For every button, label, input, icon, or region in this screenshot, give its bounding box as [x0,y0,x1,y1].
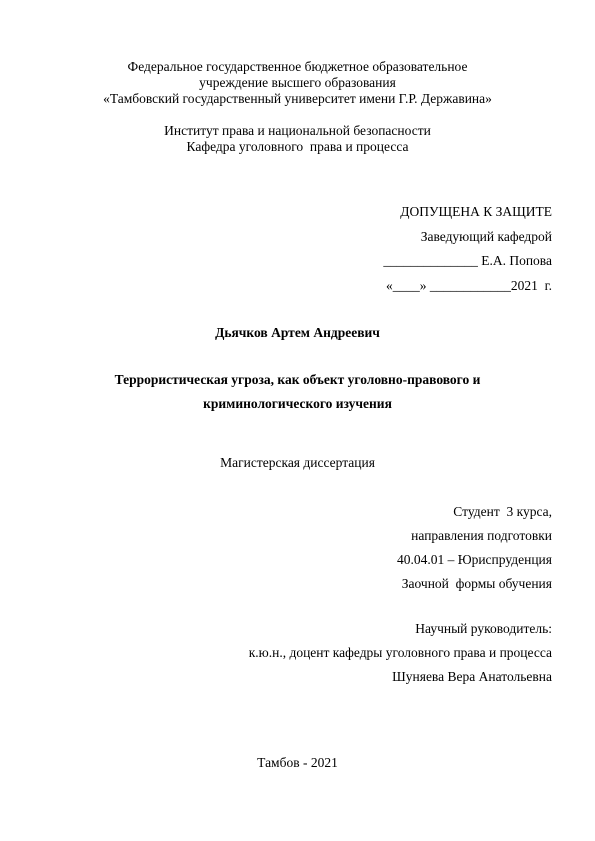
student-study-form: Заочной формы обучения [401,576,552,591]
student-direction-code: 40.04.01 – Юриспруденция [396,552,552,567]
place-year: Тамбов - 2021 [257,755,338,770]
institute-name: Институт права и национальной безопасности [164,123,431,138]
supervisor-name: Шуняева Вера Анатольевна [392,669,552,684]
org-line-2: учреждение высшего образования [199,75,396,90]
org-line-1: Федеральное государственное бюджетное образовательное [127,59,468,74]
approval-title: ДОПУЩЕНА К ЗАЩИТЕ [400,204,552,219]
author-name: Дьячков Артем Андреевич [215,325,380,340]
supervisor-position: к.ю.н., доцент кафедры уголовного права и процесса [248,645,552,660]
department-name: Кафедра уголовного права и процесса [186,139,409,154]
supervisor-label: Научный руководитель: [415,621,552,636]
org-line-3: «Тамбовский государственный университет имени Г.Р. Державина» [103,91,492,106]
student-direction-label: направления подготовки [411,528,552,543]
student-course: Студент 3 курса, [453,504,552,519]
thesis-title-line-1: Террористическая угроза, как объект уголовно-правового и [114,372,481,387]
thesis-title-line-2: криминологического изучения [203,396,392,411]
thesis-type: Магистерская диссертация [220,455,375,470]
approval-date-line: «____» ____________2021 г. [385,278,552,293]
approval-position: Заведующий кафедрой [420,229,552,244]
approval-signature-line: ______________ Е.А. Попова [383,253,552,268]
